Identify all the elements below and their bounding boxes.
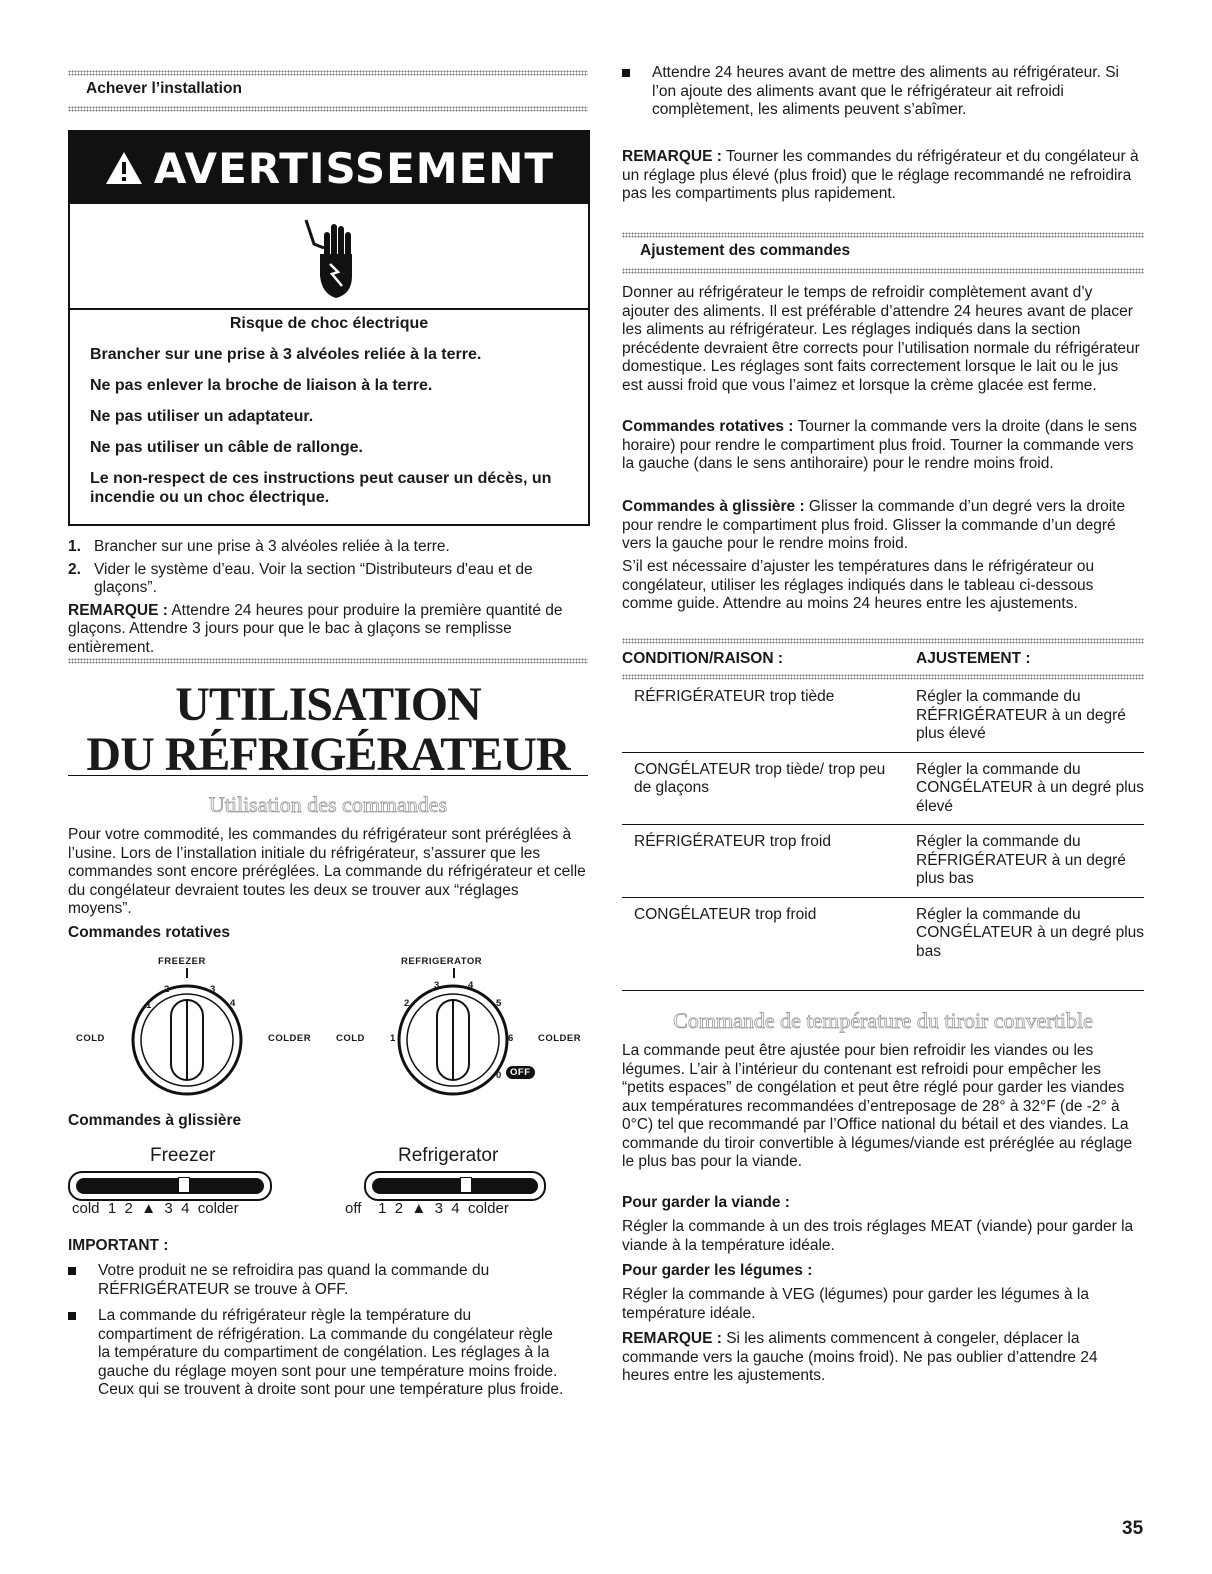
warning-line: Brancher sur une prise à 3 alvéoles reliée à la terre. bbox=[90, 346, 482, 363]
fridge-dial[interactable] bbox=[388, 978, 518, 1104]
fridge-dial-label: REFRIGERATOR bbox=[401, 956, 483, 967]
freezer-cold-label: COLD bbox=[76, 1033, 105, 1044]
table-col-2: AJUSTEMENT : bbox=[916, 650, 1031, 667]
fridge-dial-6: 6 bbox=[508, 1033, 514, 1044]
table-row: CONGÉLATEUR trop tiède/ trop peu de glaçons Régler la commande du CONGÉLATEUR à un degré plus élevé bbox=[622, 752, 1144, 825]
table-header bbox=[622, 650, 1144, 668]
warning-box bbox=[68, 130, 590, 526]
divider bbox=[68, 658, 588, 664]
table-body bbox=[622, 680, 1144, 969]
main-title-line-2: DU RÉFRIGÉRATEUR bbox=[86, 728, 570, 781]
fridge-slider-label: Refrigerator bbox=[398, 1145, 499, 1166]
warning-triangle-icon bbox=[104, 150, 144, 186]
section-header: Achever l’installation bbox=[86, 80, 242, 97]
freezer-slider[interactable] bbox=[68, 1171, 272, 1201]
important-heading: IMPORTANT : bbox=[68, 1237, 169, 1254]
freezer-slider-thumb[interactable] bbox=[178, 1177, 190, 1193]
fridge-dial-0: 0 bbox=[496, 1070, 502, 1081]
veg-heading: Pour garder les légumes : bbox=[622, 1262, 813, 1279]
freezer-colder-label: COLDER bbox=[268, 1033, 312, 1044]
step-1: 1. Brancher sur une prise à 3 alvéoles reliée à la terre. bbox=[68, 538, 450, 555]
freezer-dial[interactable] bbox=[122, 976, 252, 1102]
veg-text: Régler la commande à VEG (légumes) pour garder les légumes à la température idéale. bbox=[622, 1286, 1089, 1322]
meat-text: Régler la commande à un des trois réglages MEAT (viande) pour garder la viande à la température idéale. bbox=[622, 1218, 1134, 1254]
list-item: La commande du réfrigérateur règle la température du compartiment de réfrigération. La commande du congélateur règle la température du compartiment de congélation. Les réglages à la gauche du réglage moyen sont pour une température moins froide. Ceux qui se trouvent à droite sont pour une température plus froide. bbox=[68, 1307, 568, 1400]
divider bbox=[622, 638, 1144, 644]
electric-shock-hand-icon bbox=[302, 214, 362, 304]
warning-line: Ne pas utiliser un adaptateur. bbox=[90, 408, 314, 425]
fridge-dial-3: 3 bbox=[434, 980, 440, 991]
warning-line: Ne pas enlever la broche de liaison à la terre. bbox=[90, 377, 433, 394]
drawer-intro: La commande peut être ajustée pour bien refroidir les viandes ou les légumes. L’air à l’intérieur du contenant est refroidi pour empêcher les “petits espaces” de congélation et peut être réglé pour garder les viandes aux températures recommandées d’entreposage de 28° à 32°F (de -2° à 0°C) tel que recommandé par l’Office national du bétail et des viandes. La commande du tiroir convertible à légumes/viande est préréglée au réglage le plus bas pour la viande. bbox=[622, 1042, 1133, 1170]
fridge-cold-label: COLD bbox=[336, 1033, 365, 1044]
step-2: 2. Vider le système d’eau. Voir la section “Distributeurs d'eau et de glaçons”. bbox=[68, 560, 533, 596]
freezer-dial-label: FREEZER bbox=[158, 956, 206, 967]
fridge-dial-5: 5 bbox=[496, 998, 502, 1009]
fridge-dial-4: 4 bbox=[468, 980, 474, 991]
fridge-dial-off: OFF bbox=[506, 1066, 535, 1079]
intro-paragraph: Pour votre commodité, les commandes du réfrigérateur sont préréglées à l’usine. Lors de l’installation initiale du réfrigérateur, s’assurer que les commandes sont encore préréglées. La commande du réfrigérateur et celle du congélateur devraient toutes les deux se trouver aux “réglages moyens”. bbox=[68, 826, 586, 917]
fridge-dial-1: 1 bbox=[390, 1033, 396, 1044]
rotary-paragraph: Commandes rotatives : Tourner la commande vers la droite (dans le sens horaire) pour rendre le compartiment plus froid. Tourner la commande vers la gauche (dans le sens antihoraire) pour le rendre moins froid. bbox=[622, 418, 1137, 472]
list-item: Votre produit ne se refroidira pas quand la commande du RÉFRIGÉRATEUR se trouve à OFF. bbox=[68, 1262, 568, 1299]
divider bbox=[68, 106, 588, 112]
adjust-intro: Donner au réfrigérateur le temps de refroidir complètement avant d’y ajouter des aliments. Il est préférable d’attendre 24 heures avant de placer les aliments au réfrigérateur. Les réglages indiqués dans la section précédente devraient être corrects pour l’utilisation normale du réfrigérateur domestique. Les réglages sont faits correctement lorsque le lait ou le jus est aussi froid que vous l’aimez et lorsque la crème glacée est ferme. bbox=[622, 284, 1140, 394]
fridge-slider-scale: off 1 2 ▲ 3 4 colder bbox=[345, 1200, 509, 1217]
fridge-slider[interactable] bbox=[364, 1171, 546, 1201]
warning-lines bbox=[90, 314, 568, 519]
table-row: RÉFRIGÉRATEUR trop froid Régler la commande du RÉFRIGÉRATEUR à un degré plus bas bbox=[622, 825, 1144, 898]
adjust-note: S’il est nécessaire d’ajuster les températures dans le réfrigérateur ou congélateur, utiliser les réglages indiqués dans le tableau ci-dessous comme guide. Attendre au moins 24 heures entre les ajustements. bbox=[622, 558, 1095, 612]
warning-line: Le non-respect de ces instructions peut causer un décès, un incendie ou un choc électrique. bbox=[90, 470, 552, 506]
freezer-dial-2: 2 bbox=[164, 984, 170, 995]
table-col-1: CONDITION/RAISON : bbox=[622, 650, 784, 667]
freezer-slider-label: Freezer bbox=[150, 1145, 216, 1166]
freezer-dial-1: 1 bbox=[146, 1000, 152, 1011]
install-steps bbox=[68, 538, 586, 657]
remark-3: REMARQUE : Si les aliments commencent à congeler, déplacer la commande vers la gauche (moins froid). Ne pas oublier d’attendre 24 heures entre les ajustements. bbox=[622, 1330, 1098, 1384]
warning-line: Risque de choc électrique bbox=[229, 315, 429, 332]
fridge-slider-thumb[interactable] bbox=[460, 1177, 472, 1193]
meat-heading: Pour garder la viande : bbox=[622, 1194, 790, 1211]
page-number: 35 bbox=[1122, 1518, 1144, 1539]
warning-title-bar bbox=[70, 132, 588, 204]
sub-title: Utilisation des commandes bbox=[208, 792, 448, 817]
adjust-table bbox=[622, 650, 1144, 969]
warning-title: AVERTISSEMENT bbox=[153, 143, 555, 193]
main-title bbox=[68, 680, 588, 780]
freezer-dial-4: 4 bbox=[230, 998, 236, 1009]
adjust-header: Ajustement des commandes bbox=[640, 242, 851, 259]
drawer-title: Commande de température du tiroir convertible bbox=[673, 1008, 1093, 1033]
warning-line: Ne pas utiliser un câble de rallonge. bbox=[90, 439, 363, 456]
table-row: CONGÉLATEUR trop froid Régler la commande du CONGÉLATEUR à un degré plus bas bbox=[634, 905, 1145, 960]
important-list bbox=[68, 1262, 568, 1400]
freezer-dial-3: 3 bbox=[210, 984, 216, 995]
fridge-dial-2: 2 bbox=[404, 998, 410, 1009]
freezer-slider-scale: cold 1 2 ▲ 3 4 colder bbox=[72, 1200, 239, 1217]
table-row: RÉFRIGÉRATEUR trop tiède Régler la commande du RÉFRIGÉRATEUR à un degré plus élevé bbox=[622, 680, 1144, 752]
remark-1: REMARQUE : Attendre 24 heures pour produire la première quantité de glaçons. Attendre 3 jours pour que le bac à glaçons se remplisse entièrement. bbox=[68, 601, 563, 656]
divider bbox=[622, 268, 1144, 274]
main-title-line-1: UTILISATION bbox=[175, 678, 481, 731]
slider-heading: Commandes à glissière bbox=[68, 1112, 242, 1129]
fridge-colder-label: COLDER bbox=[538, 1033, 582, 1044]
slider-paragraph: Commandes à glissière : Glisser la commande d’un degré vers la droite pour rendre le compartiment plus froid. Glisser la commande d’un degré vers la gauche pour le rendre moins froid. bbox=[622, 498, 1126, 552]
remark-2: REMARQUE : Tourner les commandes du réfrigérateur et du congélateur à un réglage plus élevé (plus froid) que le réglage recommandé ne refroidira pas les compartiments plus rapidement. bbox=[622, 148, 1139, 202]
rotary-heading: Commandes rotatives bbox=[68, 924, 230, 941]
list-item: Attendre 24 heures avant de mettre des aliments au réfrigérateur. Si l’on ajoute des aliments avant que le réfrigérateur ait refroidi complètement, les aliments peuvent s’abîmer. bbox=[622, 64, 1144, 120]
